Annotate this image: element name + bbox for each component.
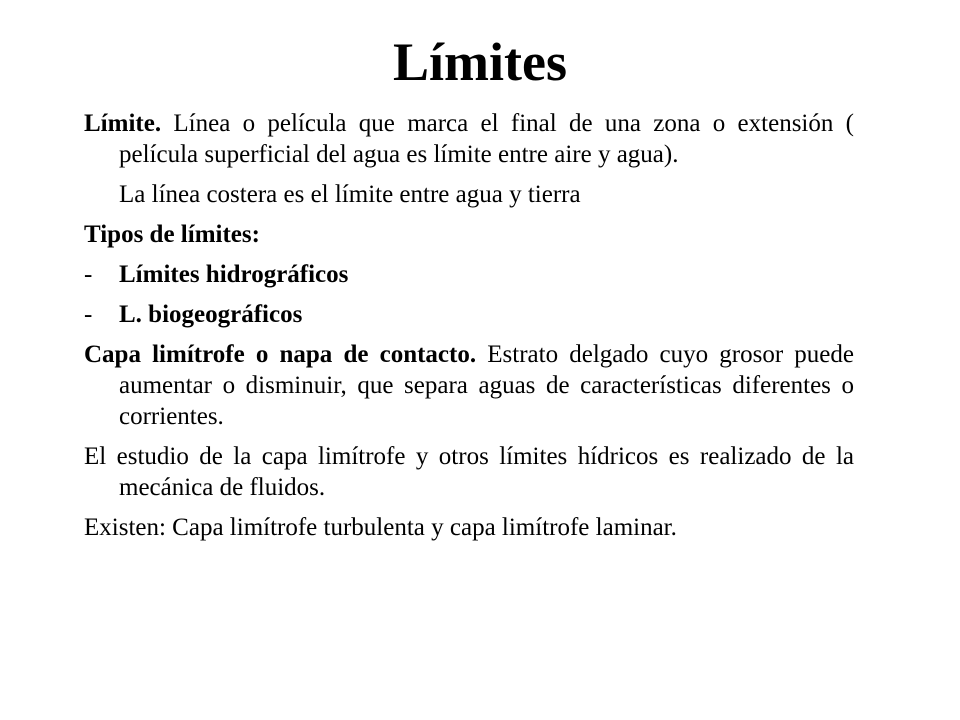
type-item-biogeographic xyxy=(84,299,854,330)
definition-example: La línea costera es el límite entre agua y tierra xyxy=(119,181,581,208)
slide-body xyxy=(84,108,854,552)
dash-bullet: - xyxy=(84,301,93,328)
study-paragraph: El estudio de la capa limítrofe y otros límites hídricos es realizado de la mecánica de fluidos. xyxy=(84,443,854,501)
dash-bullet: - xyxy=(84,261,93,288)
boundary-layer-text: Estrato delgado cuyo grosor puede aumentar o disminuir, que separa aguas de características diferentes o corrientes. xyxy=(119,341,854,430)
definition-paragraph xyxy=(84,108,854,170)
type-label: Límites hidrográficos xyxy=(119,261,349,288)
boundary-layer-term: Capa limítrofe o napa de contacto. xyxy=(84,341,477,368)
slide-title: Límites xyxy=(393,32,567,92)
type-item-hydrographic xyxy=(84,259,854,290)
types-heading: Tipos de límites: xyxy=(84,221,260,248)
definition-term: Límite. xyxy=(84,110,162,137)
definition-text: Línea o película que marca el final de una zona o extensión ( película superficial del agua es límite entre aire y agua). xyxy=(119,110,854,168)
boundary-layer-paragraph xyxy=(84,339,854,432)
type-label: L. biogeográficos xyxy=(119,301,303,328)
existence-paragraph: Existen: Capa limítrofe turbulenta y capa limítrofe laminar. xyxy=(84,514,677,541)
